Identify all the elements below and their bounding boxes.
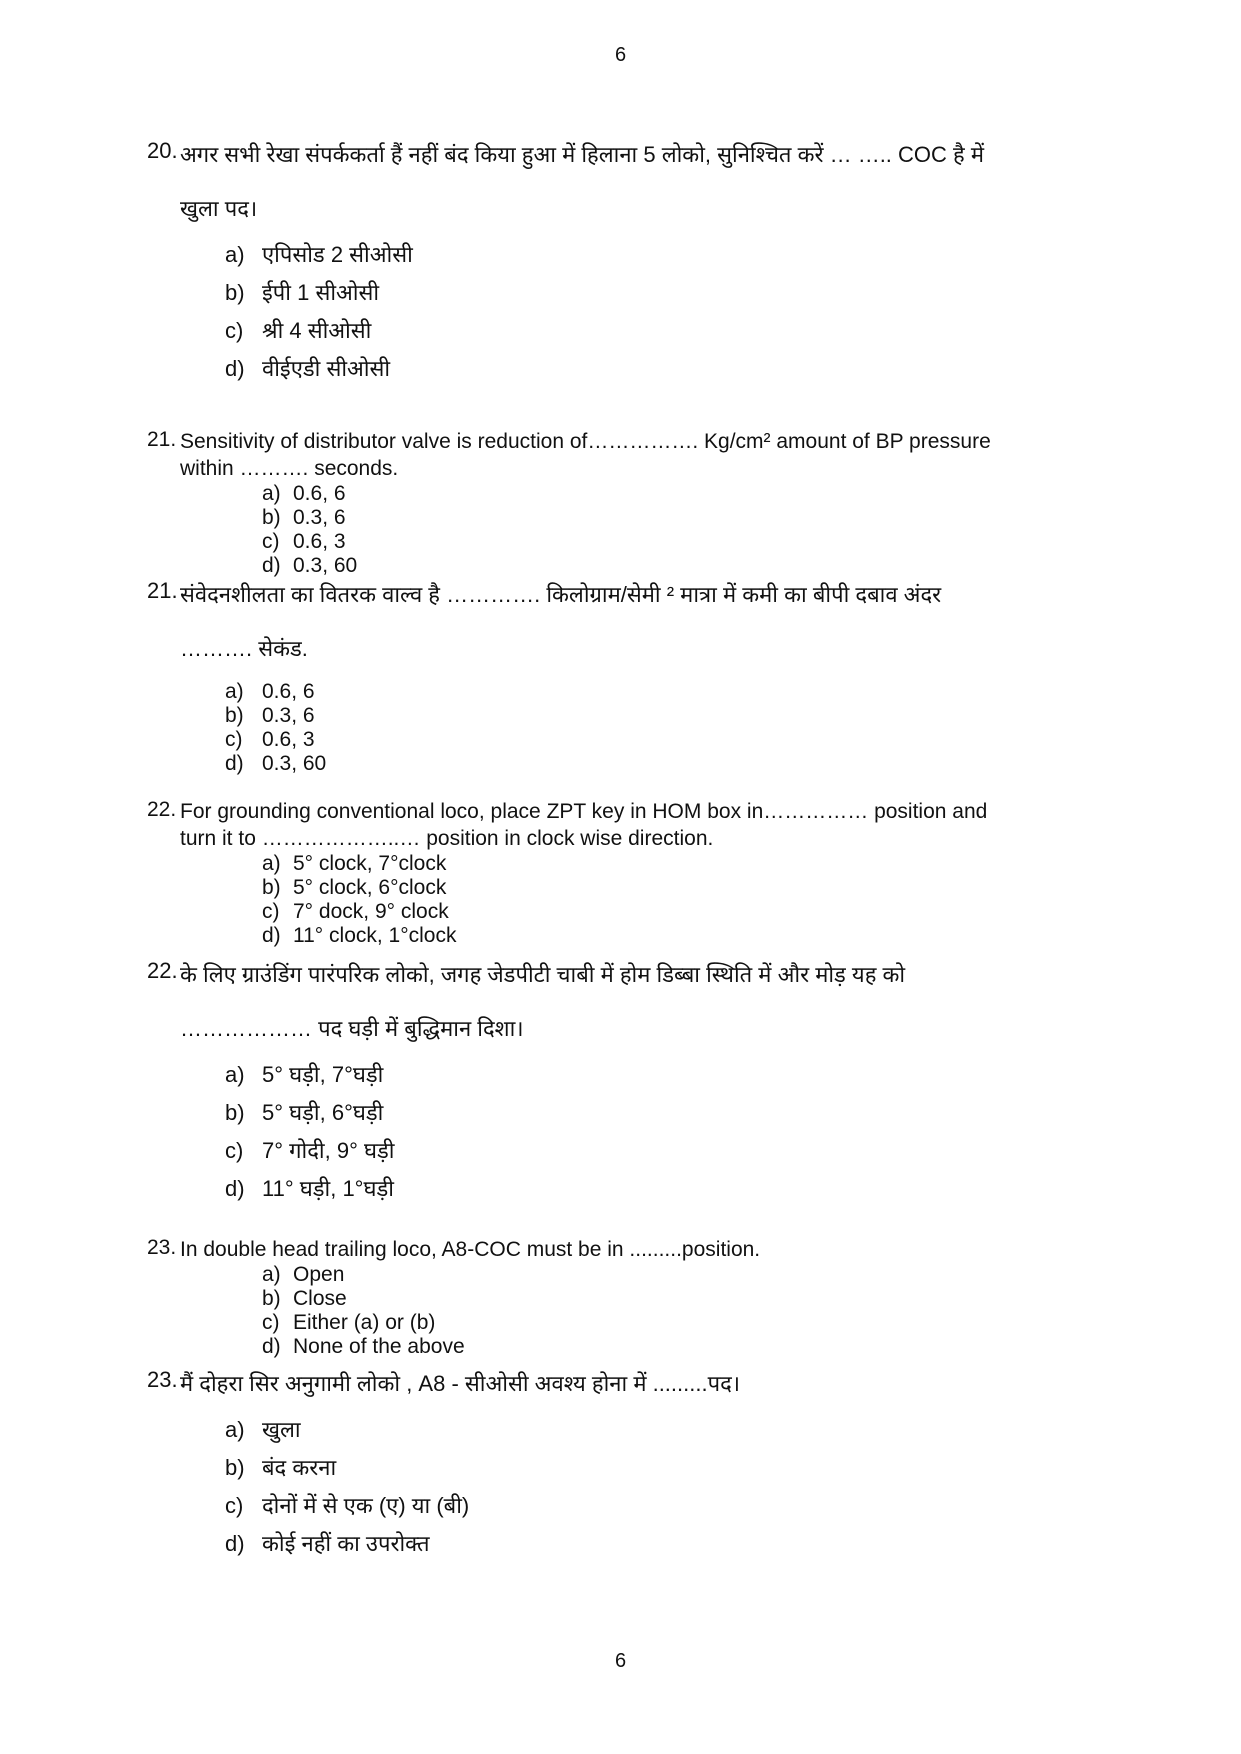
option-b — [225, 278, 1122, 308]
options-list — [262, 1263, 1122, 1359]
question-text: ……………… पद घड़ी में बुद्धिमान दिशा। — [180, 1016, 524, 1041]
question-body — [180, 578, 1122, 776]
option-letter: a) — [262, 482, 281, 505]
question-number: 21. — [147, 428, 177, 451]
option-letter: b) — [225, 1455, 245, 1480]
option-letter: b) — [225, 1100, 245, 1125]
option-b — [225, 704, 1122, 728]
option-text: Open — [293, 1263, 345, 1286]
question-23-hindi — [147, 1367, 1122, 1567]
question-23-english — [147, 1236, 1122, 1359]
option-text: 5° clock, 7°clock — [293, 852, 447, 875]
option-letter: c) — [225, 1493, 244, 1518]
option-b — [225, 1453, 1122, 1483]
question-21-hindi — [147, 578, 1122, 776]
option-letter: c) — [225, 728, 243, 751]
option-a — [262, 482, 1122, 506]
question-body — [180, 1367, 1122, 1567]
option-d — [225, 1174, 1122, 1204]
question-body — [180, 428, 1122, 578]
option-a — [225, 680, 1122, 704]
option-text: Either (a) or (b) — [293, 1311, 436, 1334]
option-text: 11° clock, 1°clock — [293, 924, 457, 947]
option-text: None of the above — [293, 1335, 465, 1358]
options-list — [225, 1415, 1122, 1559]
option-letter: c) — [262, 1311, 280, 1334]
option-letter: c) — [225, 318, 244, 343]
option-letter: d) — [225, 752, 244, 775]
option-letter: c) — [262, 900, 280, 923]
option-letter: a) — [225, 680, 244, 703]
question-22-english — [147, 798, 1122, 948]
question-number: 22. — [147, 798, 177, 821]
option-d — [262, 1335, 1122, 1359]
option-text: 0.3, 60 — [293, 554, 358, 577]
option-letter: d) — [262, 1335, 281, 1358]
option-text: 5° घड़ी, 6°घड़ी — [262, 1100, 384, 1125]
options-list — [225, 1060, 1122, 1204]
option-b — [262, 506, 1122, 530]
option-text: एपिसोड 2 सीओसी — [262, 242, 413, 267]
option-c — [225, 728, 1122, 752]
question-number: 22. — [147, 958, 178, 983]
option-text: 0.6, 6 — [262, 680, 315, 703]
options-list — [262, 852, 1122, 948]
question-text: मैं दोहरा सिर अनुगामी लोको , A8 - सीओसी अवश्य होना में .........पद। — [180, 1371, 741, 1396]
page-content — [147, 138, 1122, 1567]
option-text: 0.6, 3 — [262, 728, 315, 751]
question-text: For grounding conventional loco, place ZPT key in HOM box in…………… position and — [180, 800, 988, 823]
option-letter: a) — [225, 1417, 245, 1442]
option-text: बंद करना — [262, 1455, 337, 1480]
option-b — [262, 876, 1122, 900]
option-letter: b) — [225, 704, 244, 727]
option-letter: d) — [262, 554, 281, 577]
question-text: In double head trailing loco, A8-COC must be in .........position. — [180, 1238, 761, 1261]
option-text: कोई नहीं का उपरोक्त — [262, 1531, 430, 1556]
question-body — [180, 138, 1122, 392]
option-letter: a) — [262, 1263, 281, 1286]
question-20-hindi — [147, 138, 1122, 392]
option-text: 5° clock, 6°clock — [293, 876, 447, 899]
option-letter: a) — [225, 1062, 245, 1087]
option-text: 0.6, 6 — [293, 482, 346, 505]
page-number-bottom: 6 — [614, 1650, 627, 1672]
option-b — [225, 1098, 1122, 1128]
option-letter: d) — [225, 1531, 245, 1556]
option-text: 11° घड़ी, 1°घड़ी — [262, 1176, 394, 1201]
option-letter: b) — [225, 280, 245, 305]
option-c — [225, 1491, 1122, 1521]
option-letter: c) — [225, 1138, 244, 1163]
option-d — [262, 554, 1122, 578]
option-text: 0.3, 6 — [293, 506, 346, 529]
option-c — [225, 316, 1122, 346]
question-text: अगर सभी रेखा संपर्ककर्ता हैं नहीं बंद किया हुआ में हिलाना 5 लोको, सुनिश्चित करें … ….. COC है में — [180, 142, 984, 167]
question-body — [180, 958, 1122, 1212]
question-text: Sensitivity of distributor valve is reduction of……………. Kg/cm² amount of BP pressure — [180, 430, 991, 453]
option-text: 7° गोदी, 9° घड़ी — [262, 1138, 395, 1163]
question-21-english — [147, 428, 1122, 578]
option-text: Close — [293, 1287, 347, 1310]
option-text: 5° घड़ी, 7°घड़ी — [262, 1062, 384, 1087]
question-body — [180, 1236, 1122, 1359]
page-number-top: 6 — [614, 44, 627, 66]
option-a — [262, 852, 1122, 876]
question-number: 23. — [147, 1236, 177, 1259]
option-text: श्री 4 सीओसी — [262, 318, 372, 343]
option-a — [262, 1263, 1122, 1287]
option-letter: a) — [225, 242, 245, 267]
options-list — [225, 680, 1122, 776]
option-c — [262, 1311, 1122, 1335]
option-a — [225, 240, 1122, 270]
option-d — [225, 354, 1122, 384]
option-c — [262, 530, 1122, 554]
question-body — [180, 798, 1122, 948]
option-d — [262, 924, 1122, 948]
question-22-hindi — [147, 958, 1122, 1212]
question-number: 21. — [147, 578, 178, 603]
option-text: खुला — [262, 1417, 301, 1442]
option-a — [225, 1060, 1122, 1090]
options-list — [262, 482, 1122, 578]
option-text: दोनों में से एक (ए) या (बी) — [262, 1493, 470, 1518]
option-letter: d) — [225, 356, 245, 381]
question-text: खुला पद। — [180, 196, 258, 221]
option-d — [225, 752, 1122, 776]
question-text: के लिए ग्राउंडिंग पारंपरिक लोको, जगह जेडपीटी चाबी में होम डिब्बा स्थिति में और मोड़ यह को — [180, 962, 906, 987]
option-letter: b) — [262, 506, 281, 529]
option-text: 0.3, 6 — [262, 704, 315, 727]
question-text: turn it to ………………..… position in clock wise direction. — [180, 827, 714, 850]
option-c — [262, 900, 1122, 924]
option-letter: b) — [262, 1287, 281, 1310]
option-letter: a) — [262, 852, 281, 875]
option-letter: c) — [262, 530, 280, 553]
options-list — [225, 240, 1122, 384]
option-text: 7° dock, 9° clock — [293, 900, 449, 923]
option-a — [225, 1415, 1122, 1445]
option-c — [225, 1136, 1122, 1166]
option-text: 0.3, 60 — [262, 752, 327, 775]
option-letter: d) — [225, 1176, 245, 1201]
option-letter: b) — [262, 876, 281, 899]
option-text: वीईएडी सीओसी — [262, 356, 391, 381]
option-text: ईपी 1 सीओसी — [262, 280, 380, 305]
question-text: संवेदनशीलता का वितरक वाल्व है …………. किलोग्राम/सेमी ² मात्रा में कमी का बीपी दबाव अंदर — [180, 582, 942, 607]
option-letter: d) — [262, 924, 281, 947]
option-text: 0.6, 3 — [293, 530, 346, 553]
question-text: within ………. seconds. — [180, 457, 399, 480]
question-number: 23. — [147, 1367, 178, 1392]
question-text: ………. सेकंड. — [180, 636, 308, 661]
option-b — [262, 1287, 1122, 1311]
option-d — [225, 1529, 1122, 1559]
question-number: 20. — [147, 138, 178, 163]
